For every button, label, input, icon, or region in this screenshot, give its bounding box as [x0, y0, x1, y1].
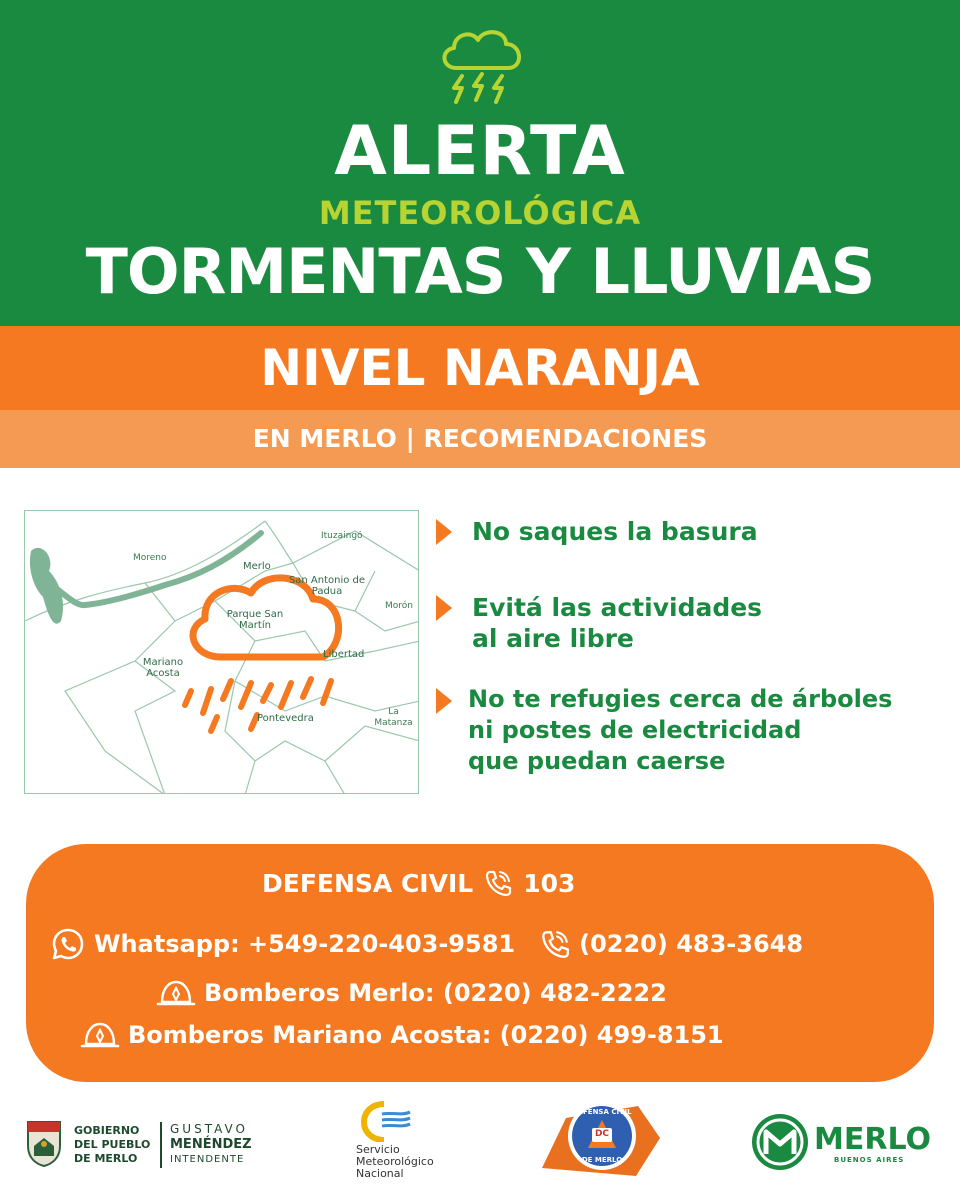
level-label: NIVEL NARANJA	[260, 339, 700, 397]
bomberos-merlo-number[interactable]: Bomberos Merlo: (0220) 482-2222	[204, 979, 667, 1007]
map-label-padua: San Antonio de Padua	[288, 575, 366, 597]
level-sub: EN MERLO | RECOMENDACIONES	[252, 424, 708, 453]
recommendation-item	[432, 516, 952, 556]
recommendation-item	[432, 592, 952, 662]
merlo-emblem-icon	[750, 1112, 810, 1172]
map-label-ituzaingo: Ituzaingó	[321, 531, 363, 541]
map-label-libertad: Libertad	[323, 649, 365, 660]
merlo-map	[24, 510, 419, 794]
smn-emblem-icon	[358, 1098, 414, 1142]
map-label-pontevedra: Pontevedra	[257, 713, 314, 724]
arrow-right-icon	[436, 595, 452, 621]
dc-top-text: DEFENSA CIVIL	[572, 1108, 632, 1116]
gobierno-line2: DEL PUEBLO	[74, 1138, 151, 1151]
bomberos-merlo-line	[156, 976, 667, 1010]
gobierno-logo	[24, 1098, 274, 1178]
map-label-mariano-acosta: Mariano Acosta	[142, 657, 184, 679]
arrow-right-icon	[436, 519, 452, 545]
intendente-first: GUSTAVO	[170, 1122, 248, 1136]
whatsapp-line	[50, 926, 803, 962]
smn-line3: Nacional	[356, 1167, 404, 1180]
whatsapp-number[interactable]: Whatsapp: +549-220-403-9581	[94, 930, 516, 958]
map-label-moreno: Moreno	[133, 553, 167, 563]
phone-icon	[483, 868, 513, 898]
map-label-moron: Morón	[385, 601, 413, 611]
bomberos-acosta-number[interactable]: Bomberos Mariano Acosta: (0220) 499-8151	[128, 1021, 724, 1049]
defensa-civil-number[interactable]: 103	[523, 868, 576, 898]
defensa-civil-logo	[538, 1098, 664, 1182]
gobierno-text	[74, 1124, 150, 1166]
gobierno-line3: DE MERLO	[74, 1152, 138, 1165]
map-label-la-matanza: La Matanza	[374, 707, 413, 728]
divider	[160, 1122, 162, 1168]
recommendation-text: No saques la basura	[472, 517, 758, 546]
alert-subtitle: METEOROLÓGICA	[318, 194, 642, 232]
dc-bottom-text: DE MERLO	[581, 1156, 623, 1164]
defensa-civil-label: DEFENSA CIVIL	[262, 868, 474, 898]
merlo-name: MERLO	[814, 1122, 931, 1157]
recommendation-item	[432, 684, 952, 784]
phone-icon	[539, 928, 571, 960]
alert-headline: TORMENTAS Y LLUVIAS	[85, 235, 875, 308]
smn-line1: Servicio	[356, 1143, 400, 1156]
smn-line2: Meteorológico	[356, 1155, 434, 1168]
smn-text	[356, 1144, 434, 1180]
intendente-role: INTENDENTE	[170, 1154, 245, 1165]
smn-logo	[354, 1098, 464, 1188]
firefighter-helmet-icon	[156, 976, 196, 1010]
map-label-merlo: Merlo	[243, 561, 271, 572]
map-label-parque-san-martin: Parque San Martín	[226, 609, 284, 631]
gobierno-line1: GOBIERNO	[74, 1124, 140, 1137]
whatsapp-icon	[50, 926, 86, 962]
arrow-right-icon	[436, 688, 452, 714]
municipal-shield-icon	[24, 1116, 64, 1168]
merlo-logo	[750, 1098, 930, 1178]
storm-cloud-icon	[436, 22, 528, 106]
bomberos-acosta-line	[80, 1018, 724, 1052]
merlo-sub: BUENOS AIRES	[834, 1156, 905, 1164]
firefighter-helmet-icon	[80, 1018, 120, 1052]
phone-number[interactable]: (0220) 483-3648	[579, 930, 804, 958]
dc-mid-text: DC	[594, 1129, 610, 1139]
level-subband	[0, 410, 960, 468]
contacts-box	[26, 844, 934, 1082]
recommendation-text: No te refugies cerca de árboles ni postes de electricidad que puedan caerse	[468, 685, 893, 775]
intendente-last: MENÉNDEZ	[170, 1137, 252, 1152]
recommendation-text: Evitá las actividades al aire libre	[472, 593, 763, 653]
defensa-civil-line	[262, 868, 575, 898]
level-band	[0, 326, 960, 410]
intendente-text	[170, 1122, 252, 1166]
alert-title: ALERTA	[334, 112, 626, 191]
